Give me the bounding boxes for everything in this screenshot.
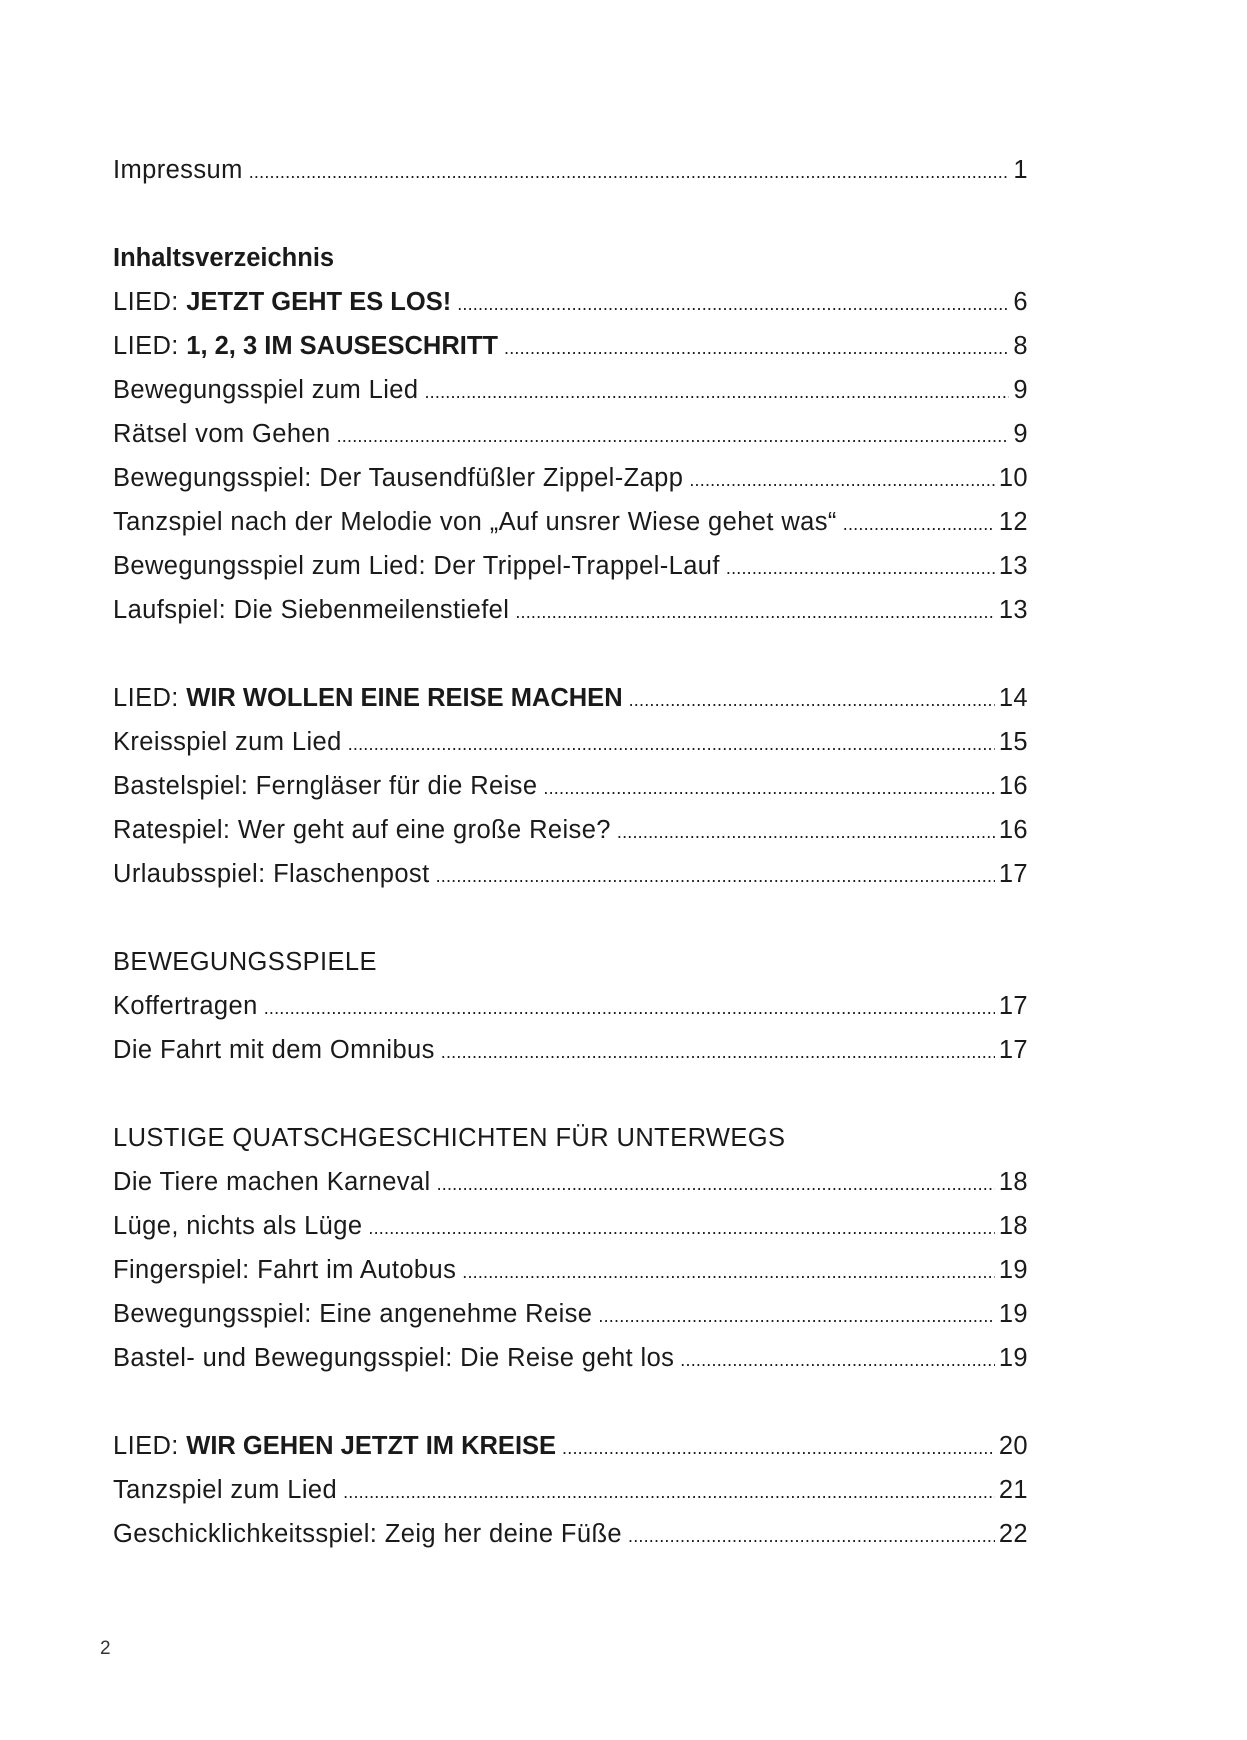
toc-entry-title (113, 280, 451, 324)
toc-entry-page: 17 (998, 1036, 1028, 1064)
toc-entry-title: Tanzspiel nach der Melodie von „Auf unsrer Wiese gehet was“ (113, 508, 837, 536)
toc-entry-page: 15 (998, 728, 1028, 756)
toc-entry-page: 13 (998, 552, 1028, 580)
toc-entry[interactable] (113, 1336, 1028, 1380)
dot-leader (689, 458, 994, 500)
song-title: JETZT GEHT ES LOS! (186, 288, 452, 316)
dot-leader (543, 766, 994, 808)
toc-entry-title: Bewegungsspiel: Der Tausendfüßler Zippel-Zapp (113, 464, 684, 492)
toc-entry-title: Bewegungsspiel: Eine angenehme Reise (113, 1300, 593, 1328)
toc-entry-page: 21 (998, 1476, 1028, 1504)
toc-entry-page: 9 (1013, 420, 1028, 448)
toc-entry[interactable] (113, 324, 1028, 368)
toc-entry-title: Geschicklichkeitsspiel: Zeig her deine Füße (113, 1520, 622, 1548)
toc-entry-page: 22 (998, 1520, 1028, 1548)
toc-entry[interactable] (113, 852, 1028, 896)
toc-entry-page: 17 (998, 860, 1028, 888)
table-of-contents (113, 148, 1028, 1556)
dot-leader (617, 810, 995, 852)
dot-leader (515, 590, 995, 632)
toc-entry[interactable] (113, 1028, 1028, 1072)
toc-entry-page: 13 (998, 596, 1028, 624)
dot-leader (457, 282, 1009, 324)
entry-prefix: LIED: (113, 1432, 187, 1460)
toc-entry-page: 19 (998, 1344, 1028, 1372)
toc-entry-page: 19 (998, 1256, 1028, 1284)
dot-leader (843, 502, 995, 544)
toc-entry[interactable] (113, 1248, 1028, 1292)
dot-leader (348, 722, 995, 764)
dot-leader (264, 986, 995, 1028)
dot-leader (598, 1294, 994, 1336)
toc-entry-title: Tanzspiel zum Lied (113, 1476, 338, 1504)
toc-entry-page: 6 (1013, 288, 1028, 316)
toc-entry[interactable] (113, 1204, 1028, 1248)
dot-leader (462, 1250, 995, 1292)
toc-entry-title: Ratespiel: Wer geht auf eine große Reise? (113, 816, 611, 844)
toc-entry[interactable] (113, 280, 1028, 324)
toc-entry[interactable] (113, 456, 1028, 500)
toc-entry-title: Fingerspiel: Fahrt im Autobus (113, 1256, 457, 1284)
dot-leader (249, 150, 1010, 192)
toc-entry-page: 9 (1013, 376, 1028, 404)
toc-entry-title (113, 324, 498, 368)
toc-entry-impressum[interactable] (113, 148, 1028, 192)
dot-leader (337, 414, 1010, 456)
toc-entry[interactable] (113, 984, 1028, 1028)
toc-entry[interactable] (113, 764, 1028, 808)
section-heading-bewegungsspiele: BEWEGUNGSSPIELE (113, 948, 377, 976)
toc-entry-title: Bastel- und Bewegungsspiel: Die Reise geht los (113, 1344, 675, 1372)
toc-entry-page: 18 (998, 1168, 1028, 1196)
entry-prefix: LIED: (113, 684, 187, 712)
toc-entry-page: 14 (998, 684, 1028, 712)
toc-entry[interactable] (113, 1160, 1028, 1204)
dot-leader (629, 678, 995, 720)
toc-entry-page: 19 (998, 1300, 1028, 1328)
toc-entry-title: Lüge, nichts als Lüge (113, 1212, 363, 1240)
toc-entry-title: Bastelspiel: Ferngläser für die Reise (113, 772, 538, 800)
dot-leader (424, 370, 1009, 412)
toc-entry[interactable] (113, 720, 1028, 764)
spacer (113, 632, 1028, 676)
toc-entry[interactable] (113, 588, 1028, 632)
dot-leader (726, 546, 995, 588)
toc-entry-title: Bewegungsspiel zum Lied: Der Trippel-Trappel-Lauf (113, 552, 720, 580)
toc-entry-title: Laufspiel: Die Siebenmeilenstiefel (113, 596, 510, 624)
dot-leader (441, 1030, 995, 1072)
dot-leader (628, 1514, 995, 1556)
dot-leader (437, 1162, 995, 1204)
dot-leader (562, 1426, 995, 1468)
spacer (113, 896, 1028, 940)
toc-entry-page: 17 (998, 992, 1028, 1020)
toc-entry-title: Urlaubsspiel: Flaschenpost (113, 860, 430, 888)
toc-entry[interactable] (113, 368, 1028, 412)
dot-leader (680, 1338, 995, 1380)
toc-entry-title (113, 1424, 556, 1468)
spacer (113, 1380, 1028, 1424)
song-title: WIR GEHEN JETZT IM KREISE (186, 1432, 557, 1460)
toc-entry[interactable] (113, 1512, 1028, 1556)
entry-prefix: LIED: (113, 288, 187, 316)
toc-entry[interactable] (113, 500, 1028, 544)
toc-entry-title: Die Tiere machen Karneval (113, 1168, 431, 1196)
toc-entry-title: Die Fahrt mit dem Omnibus (113, 1036, 435, 1064)
toc-entry-page: 10 (998, 464, 1028, 492)
toc-entry[interactable] (113, 544, 1028, 588)
spacer (113, 192, 1028, 236)
entry-prefix: LIED: (113, 332, 187, 360)
section-heading-quatschgeschichten: LUSTIGE QUATSCHGESCHICHTEN FÜR UNTERWEGS (113, 1124, 786, 1152)
page-number: 2 (100, 1638, 111, 1659)
spacer (113, 1072, 1028, 1116)
toc-entry[interactable] (113, 1292, 1028, 1336)
toc-entry-title: Impressum (113, 156, 243, 184)
toc-entry-title: Rätsel vom Gehen (113, 420, 331, 448)
toc-entry-title: Bewegungsspiel zum Lied (113, 376, 419, 404)
toc-entry[interactable] (113, 412, 1028, 456)
dot-leader (504, 326, 1009, 368)
song-title: WIR WOLLEN EINE REISE MACHEN (186, 684, 623, 712)
toc-entry[interactable] (113, 1468, 1028, 1512)
dot-leader (343, 1470, 995, 1512)
toc-entry-page: 12 (998, 508, 1028, 536)
dot-leader (368, 1206, 994, 1248)
dot-leader (436, 854, 995, 896)
song-title: 1, 2, 3 IM SAUSESCHRITT (186, 332, 498, 360)
toc-entry-title: Kreisspiel zum Lied (113, 728, 342, 756)
toc-entry-page: 8 (1013, 332, 1028, 360)
toc-entry-title: Koffertragen (113, 992, 258, 1020)
toc-entry-page: 1 (1013, 156, 1028, 184)
toc-entry-title (113, 676, 623, 720)
toc-entry[interactable] (113, 808, 1028, 852)
toc-entry-page: 16 (998, 772, 1028, 800)
toc-entry-page: 16 (998, 816, 1028, 844)
toc-entry[interactable] (113, 1424, 1028, 1468)
toc-entry-page: 18 (998, 1212, 1028, 1240)
toc-entry-page: 20 (998, 1432, 1028, 1460)
toc-entry[interactable] (113, 676, 1028, 720)
toc-heading: Inhaltsverzeichnis (113, 244, 335, 272)
